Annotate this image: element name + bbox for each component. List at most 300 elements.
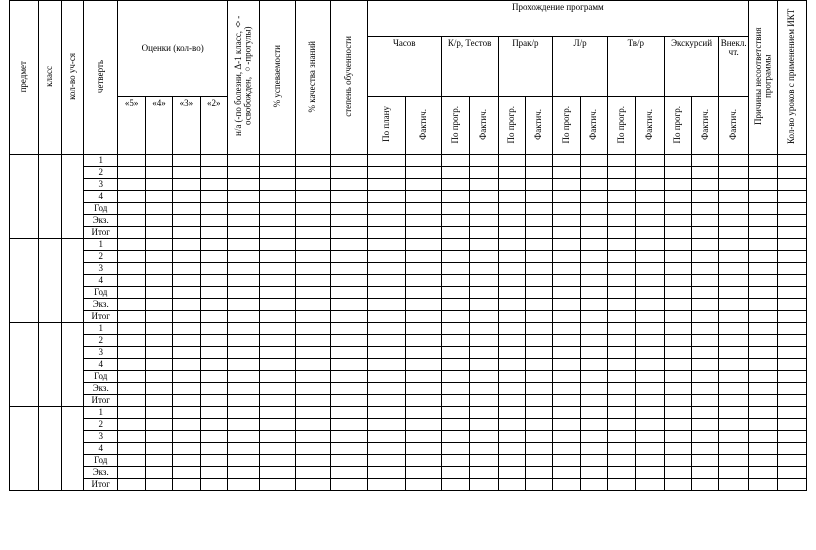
table-cell[interactable] xyxy=(145,479,172,491)
table-cell[interactable] xyxy=(470,263,498,275)
table-cell[interactable] xyxy=(367,155,406,167)
table-cell[interactable] xyxy=(636,359,664,371)
table-cell[interactable] xyxy=(719,287,749,299)
table-cell[interactable] xyxy=(227,419,259,431)
table-cell[interactable] xyxy=(719,359,749,371)
table-cell[interactable] xyxy=(173,215,200,227)
table-cell[interactable] xyxy=(406,407,441,419)
table-cell[interactable] xyxy=(636,443,664,455)
table-cell[interactable] xyxy=(748,395,777,407)
table-cell[interactable] xyxy=(525,347,552,359)
table-cell[interactable] xyxy=(331,167,367,179)
table-cell[interactable] xyxy=(607,167,635,179)
table-cell[interactable] xyxy=(525,383,552,395)
table-cell[interactable] xyxy=(173,347,200,359)
table-cell[interactable] xyxy=(778,311,807,323)
table-cell[interactable] xyxy=(406,347,441,359)
table-cell[interactable] xyxy=(331,467,367,479)
table-cell[interactable] xyxy=(580,479,607,491)
table-cell[interactable] xyxy=(260,215,295,227)
table-cell[interactable] xyxy=(406,275,441,287)
table-cell[interactable] xyxy=(692,407,719,419)
table-cell[interactable] xyxy=(367,407,406,419)
table-cell[interactable] xyxy=(367,251,406,263)
table-cell[interactable] xyxy=(470,155,498,167)
table-cell[interactable] xyxy=(173,443,200,455)
table-cell[interactable] xyxy=(145,191,172,203)
table-cell[interactable] xyxy=(441,179,469,191)
table-cell[interactable] xyxy=(692,335,719,347)
table-cell[interactable] xyxy=(719,227,749,239)
table-cell[interactable] xyxy=(367,347,406,359)
table-cell[interactable] xyxy=(580,443,607,455)
table-cell[interactable] xyxy=(580,407,607,419)
table-cell[interactable] xyxy=(607,227,635,239)
table-cell[interactable] xyxy=(295,251,330,263)
table-cell[interactable] xyxy=(406,443,441,455)
table-cell[interactable] xyxy=(118,347,145,359)
table-cell[interactable] xyxy=(173,275,200,287)
table-cell[interactable] xyxy=(636,455,664,467)
class-cell[interactable] xyxy=(39,407,61,491)
table-cell[interactable] xyxy=(200,419,227,431)
table-cell[interactable] xyxy=(748,203,777,215)
table-cell[interactable] xyxy=(498,155,525,167)
table-cell[interactable] xyxy=(719,179,749,191)
table-cell[interactable] xyxy=(778,179,807,191)
table-cell[interactable] xyxy=(441,287,469,299)
subject-cell[interactable] xyxy=(10,407,39,491)
table-cell[interactable] xyxy=(406,215,441,227)
table-cell[interactable] xyxy=(118,227,145,239)
table-cell[interactable] xyxy=(331,455,367,467)
table-cell[interactable] xyxy=(719,251,749,263)
subject-cell[interactable] xyxy=(10,239,39,323)
table-cell[interactable] xyxy=(441,431,469,443)
table-cell[interactable] xyxy=(118,191,145,203)
table-cell[interactable] xyxy=(580,179,607,191)
table-cell[interactable] xyxy=(553,335,580,347)
table-cell[interactable] xyxy=(692,323,719,335)
table-cell[interactable] xyxy=(636,263,664,275)
table-cell[interactable] xyxy=(145,203,172,215)
table-cell[interactable] xyxy=(580,251,607,263)
table-cell[interactable] xyxy=(367,467,406,479)
table-cell[interactable] xyxy=(295,311,330,323)
table-cell[interactable] xyxy=(406,155,441,167)
table-cell[interactable] xyxy=(295,359,330,371)
table-cell[interactable] xyxy=(498,167,525,179)
table-cell[interactable] xyxy=(227,191,259,203)
table-cell[interactable] xyxy=(470,191,498,203)
table-cell[interactable] xyxy=(145,335,172,347)
table-cell[interactable] xyxy=(607,467,635,479)
table-cell[interactable] xyxy=(664,443,691,455)
table-cell[interactable] xyxy=(692,287,719,299)
table-cell[interactable] xyxy=(607,275,635,287)
table-cell[interactable] xyxy=(664,179,691,191)
table-cell[interactable] xyxy=(200,383,227,395)
table-cell[interactable] xyxy=(173,395,200,407)
table-cell[interactable] xyxy=(748,359,777,371)
table-cell[interactable] xyxy=(227,335,259,347)
table-cell[interactable] xyxy=(664,239,691,251)
table-cell[interactable] xyxy=(553,155,580,167)
table-cell[interactable] xyxy=(227,155,259,167)
table-cell[interactable] xyxy=(748,335,777,347)
table-cell[interactable] xyxy=(580,155,607,167)
table-cell[interactable] xyxy=(441,227,469,239)
table-cell[interactable] xyxy=(260,431,295,443)
table-cell[interactable] xyxy=(498,239,525,251)
table-cell[interactable] xyxy=(719,191,749,203)
table-cell[interactable] xyxy=(406,203,441,215)
table-cell[interactable] xyxy=(200,179,227,191)
table-cell[interactable] xyxy=(441,455,469,467)
table-cell[interactable] xyxy=(498,323,525,335)
table-cell[interactable] xyxy=(367,311,406,323)
table-cell[interactable] xyxy=(470,371,498,383)
table-cell[interactable] xyxy=(553,287,580,299)
table-cell[interactable] xyxy=(748,347,777,359)
table-cell[interactable] xyxy=(227,383,259,395)
table-cell[interactable] xyxy=(145,287,172,299)
table-cell[interactable] xyxy=(260,335,295,347)
table-cell[interactable] xyxy=(200,395,227,407)
table-cell[interactable] xyxy=(525,479,552,491)
table-cell[interactable] xyxy=(145,227,172,239)
table-cell[interactable] xyxy=(295,347,330,359)
table-cell[interactable] xyxy=(778,239,807,251)
table-cell[interactable] xyxy=(227,275,259,287)
table-cell[interactable] xyxy=(719,443,749,455)
table-cell[interactable] xyxy=(441,311,469,323)
table-cell[interactable] xyxy=(227,263,259,275)
table-cell[interactable] xyxy=(260,347,295,359)
table-cell[interactable] xyxy=(173,335,200,347)
table-cell[interactable] xyxy=(636,431,664,443)
table-cell[interactable] xyxy=(118,419,145,431)
table-cell[interactable] xyxy=(607,419,635,431)
table-cell[interactable] xyxy=(227,371,259,383)
table-cell[interactable] xyxy=(692,191,719,203)
table-cell[interactable] xyxy=(118,479,145,491)
table-cell[interactable] xyxy=(719,395,749,407)
table-cell[interactable] xyxy=(692,467,719,479)
table-cell[interactable] xyxy=(367,215,406,227)
table-cell[interactable] xyxy=(145,407,172,419)
table-cell[interactable] xyxy=(778,383,807,395)
table-cell[interactable] xyxy=(498,263,525,275)
table-cell[interactable] xyxy=(525,215,552,227)
table-cell[interactable] xyxy=(636,275,664,287)
table-cell[interactable] xyxy=(331,311,367,323)
table-cell[interactable] xyxy=(607,431,635,443)
students-cell[interactable] xyxy=(61,155,83,239)
table-cell[interactable] xyxy=(636,479,664,491)
table-cell[interactable] xyxy=(173,191,200,203)
table-cell[interactable] xyxy=(260,179,295,191)
table-cell[interactable] xyxy=(580,215,607,227)
table-cell[interactable] xyxy=(664,203,691,215)
table-cell[interactable] xyxy=(636,323,664,335)
table-cell[interactable] xyxy=(692,299,719,311)
table-cell[interactable] xyxy=(331,335,367,347)
table-cell[interactable] xyxy=(260,227,295,239)
table-cell[interactable] xyxy=(778,479,807,491)
table-cell[interactable] xyxy=(260,455,295,467)
table-cell[interactable] xyxy=(367,431,406,443)
table-cell[interactable] xyxy=(553,299,580,311)
table-cell[interactable] xyxy=(525,443,552,455)
table-cell[interactable] xyxy=(778,287,807,299)
table-cell[interactable] xyxy=(173,419,200,431)
table-cell[interactable] xyxy=(118,251,145,263)
table-cell[interactable] xyxy=(580,191,607,203)
table-cell[interactable] xyxy=(607,383,635,395)
table-cell[interactable] xyxy=(580,419,607,431)
table-cell[interactable] xyxy=(367,479,406,491)
table-cell[interactable] xyxy=(553,443,580,455)
table-cell[interactable] xyxy=(470,395,498,407)
table-cell[interactable] xyxy=(441,323,469,335)
table-cell[interactable] xyxy=(441,215,469,227)
students-cell[interactable] xyxy=(61,323,83,407)
table-cell[interactable] xyxy=(719,239,749,251)
table-cell[interactable] xyxy=(719,383,749,395)
table-cell[interactable] xyxy=(406,371,441,383)
table-cell[interactable] xyxy=(367,203,406,215)
table-cell[interactable] xyxy=(406,251,441,263)
table-cell[interactable] xyxy=(227,239,259,251)
table-cell[interactable] xyxy=(778,191,807,203)
table-cell[interactable] xyxy=(470,167,498,179)
table-cell[interactable] xyxy=(525,251,552,263)
table-cell[interactable] xyxy=(748,467,777,479)
table-cell[interactable] xyxy=(580,227,607,239)
table-cell[interactable] xyxy=(692,359,719,371)
table-cell[interactable] xyxy=(580,383,607,395)
table-cell[interactable] xyxy=(227,443,259,455)
table-cell[interactable] xyxy=(636,287,664,299)
table-cell[interactable] xyxy=(295,227,330,239)
table-cell[interactable] xyxy=(227,203,259,215)
table-cell[interactable] xyxy=(498,383,525,395)
table-cell[interactable] xyxy=(470,479,498,491)
table-cell[interactable] xyxy=(607,239,635,251)
table-cell[interactable] xyxy=(200,263,227,275)
table-cell[interactable] xyxy=(748,155,777,167)
table-cell[interactable] xyxy=(295,191,330,203)
table-cell[interactable] xyxy=(145,311,172,323)
table-cell[interactable] xyxy=(295,263,330,275)
table-cell[interactable] xyxy=(331,179,367,191)
table-cell[interactable] xyxy=(778,443,807,455)
table-cell[interactable] xyxy=(778,155,807,167)
table-cell[interactable] xyxy=(692,263,719,275)
table-cell[interactable] xyxy=(441,383,469,395)
table-cell[interactable] xyxy=(470,347,498,359)
table-cell[interactable] xyxy=(331,323,367,335)
table-cell[interactable] xyxy=(367,275,406,287)
table-cell[interactable] xyxy=(331,191,367,203)
table-cell[interactable] xyxy=(260,263,295,275)
table-cell[interactable] xyxy=(260,443,295,455)
table-cell[interactable] xyxy=(145,179,172,191)
table-cell[interactable] xyxy=(664,467,691,479)
table-cell[interactable] xyxy=(406,335,441,347)
table-cell[interactable] xyxy=(227,431,259,443)
table-cell[interactable] xyxy=(607,287,635,299)
table-cell[interactable] xyxy=(719,203,749,215)
table-cell[interactable] xyxy=(118,443,145,455)
table-cell[interactable] xyxy=(580,455,607,467)
table-cell[interactable] xyxy=(778,371,807,383)
table-cell[interactable] xyxy=(295,467,330,479)
table-cell[interactable] xyxy=(525,359,552,371)
table-cell[interactable] xyxy=(748,275,777,287)
table-cell[interactable] xyxy=(331,347,367,359)
table-cell[interactable] xyxy=(778,455,807,467)
table-cell[interactable] xyxy=(607,359,635,371)
table-cell[interactable] xyxy=(227,215,259,227)
table-cell[interactable] xyxy=(200,407,227,419)
table-cell[interactable] xyxy=(200,371,227,383)
table-cell[interactable] xyxy=(145,155,172,167)
table-cell[interactable] xyxy=(200,443,227,455)
table-cell[interactable] xyxy=(692,179,719,191)
table-cell[interactable] xyxy=(580,167,607,179)
table-cell[interactable] xyxy=(580,263,607,275)
table-cell[interactable] xyxy=(525,419,552,431)
table-cell[interactable] xyxy=(470,407,498,419)
table-cell[interactable] xyxy=(719,371,749,383)
table-cell[interactable] xyxy=(200,251,227,263)
table-cell[interactable] xyxy=(295,299,330,311)
class-cell[interactable] xyxy=(39,239,61,323)
table-cell[interactable] xyxy=(227,323,259,335)
table-cell[interactable] xyxy=(553,179,580,191)
table-cell[interactable] xyxy=(295,479,330,491)
table-cell[interactable] xyxy=(778,347,807,359)
table-cell[interactable] xyxy=(607,323,635,335)
table-cell[interactable] xyxy=(200,215,227,227)
table-cell[interactable] xyxy=(498,191,525,203)
table-cell[interactable] xyxy=(607,311,635,323)
table-cell[interactable] xyxy=(227,179,259,191)
table-cell[interactable] xyxy=(295,419,330,431)
table-cell[interactable] xyxy=(367,383,406,395)
table-cell[interactable] xyxy=(145,347,172,359)
table-cell[interactable] xyxy=(664,359,691,371)
table-cell[interactable] xyxy=(719,167,749,179)
table-cell[interactable] xyxy=(367,299,406,311)
table-cell[interactable] xyxy=(145,275,172,287)
table-cell[interactable] xyxy=(553,359,580,371)
table-cell[interactable] xyxy=(118,239,145,251)
table-cell[interactable] xyxy=(607,155,635,167)
table-cell[interactable] xyxy=(692,311,719,323)
table-cell[interactable] xyxy=(607,191,635,203)
table-cell[interactable] xyxy=(441,347,469,359)
table-cell[interactable] xyxy=(470,335,498,347)
table-cell[interactable] xyxy=(173,455,200,467)
table-cell[interactable] xyxy=(580,299,607,311)
table-cell[interactable] xyxy=(636,419,664,431)
table-cell[interactable] xyxy=(525,371,552,383)
table-cell[interactable] xyxy=(173,311,200,323)
table-cell[interactable] xyxy=(441,263,469,275)
table-cell[interactable] xyxy=(227,455,259,467)
table-cell[interactable] xyxy=(498,395,525,407)
table-cell[interactable] xyxy=(470,251,498,263)
table-cell[interactable] xyxy=(553,407,580,419)
table-cell[interactable] xyxy=(227,299,259,311)
table-cell[interactable] xyxy=(227,467,259,479)
table-cell[interactable] xyxy=(664,251,691,263)
table-cell[interactable] xyxy=(200,191,227,203)
table-cell[interactable] xyxy=(580,359,607,371)
table-cell[interactable] xyxy=(498,179,525,191)
table-cell[interactable] xyxy=(664,335,691,347)
table-cell[interactable] xyxy=(145,455,172,467)
table-cell[interactable] xyxy=(719,431,749,443)
table-cell[interactable] xyxy=(145,215,172,227)
table-cell[interactable] xyxy=(145,239,172,251)
table-cell[interactable] xyxy=(719,311,749,323)
table-cell[interactable] xyxy=(367,287,406,299)
table-cell[interactable] xyxy=(664,479,691,491)
table-cell[interactable] xyxy=(173,155,200,167)
table-cell[interactable] xyxy=(748,191,777,203)
table-cell[interactable] xyxy=(525,395,552,407)
table-cell[interactable] xyxy=(636,251,664,263)
table-cell[interactable] xyxy=(692,239,719,251)
table-cell[interactable] xyxy=(227,395,259,407)
table-cell[interactable] xyxy=(664,455,691,467)
table-cell[interactable] xyxy=(441,191,469,203)
table-cell[interactable] xyxy=(118,263,145,275)
table-cell[interactable] xyxy=(607,251,635,263)
table-cell[interactable] xyxy=(227,359,259,371)
table-cell[interactable] xyxy=(470,287,498,299)
table-cell[interactable] xyxy=(295,383,330,395)
table-cell[interactable] xyxy=(636,395,664,407)
table-cell[interactable] xyxy=(636,155,664,167)
table-cell[interactable] xyxy=(367,455,406,467)
table-cell[interactable] xyxy=(636,347,664,359)
table-cell[interactable] xyxy=(664,167,691,179)
table-cell[interactable] xyxy=(607,263,635,275)
table-cell[interactable] xyxy=(295,407,330,419)
table-cell[interactable] xyxy=(553,311,580,323)
table-cell[interactable] xyxy=(748,227,777,239)
table-cell[interactable] xyxy=(525,155,552,167)
students-cell[interactable] xyxy=(61,239,83,323)
table-cell[interactable] xyxy=(553,191,580,203)
table-cell[interactable] xyxy=(441,419,469,431)
table-cell[interactable] xyxy=(664,371,691,383)
table-cell[interactable] xyxy=(778,359,807,371)
table-cell[interactable] xyxy=(580,347,607,359)
table-cell[interactable] xyxy=(778,407,807,419)
students-cell[interactable] xyxy=(61,407,83,491)
table-cell[interactable] xyxy=(406,419,441,431)
table-cell[interactable] xyxy=(692,167,719,179)
table-cell[interactable] xyxy=(295,155,330,167)
table-cell[interactable] xyxy=(260,383,295,395)
table-cell[interactable] xyxy=(553,395,580,407)
